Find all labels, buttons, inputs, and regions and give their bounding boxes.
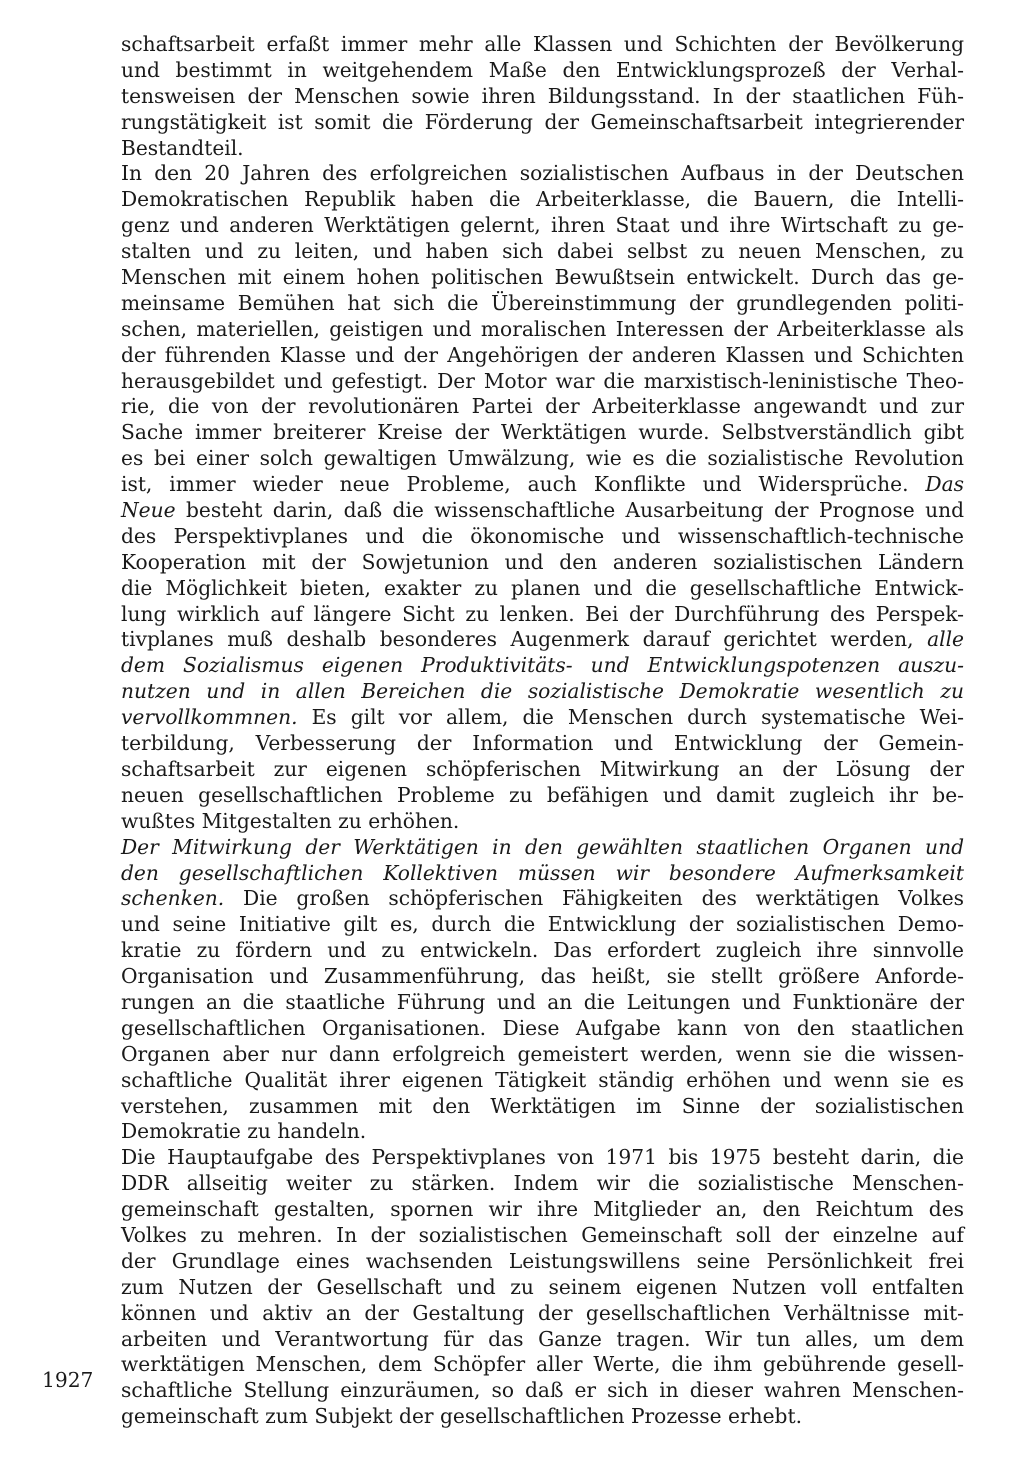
text-line <box>121 1352 964 1378</box>
text-line <box>121 58 964 84</box>
text-segment: besteht darin, daß die wissenschaftliche Ausarbeitung der Prognose und <box>175 498 964 523</box>
text-line <box>121 317 964 343</box>
text-segment: gesellschaftlichen Organisationen. Diese Aufgabe kann von den staatlichen <box>121 1015 964 1040</box>
text-segment: Volkes zu mehren. In der sozialistischen Gemeinschaft soll der einzelne auf <box>121 1222 964 1247</box>
text-segment: Menschen mit einem hohen politischen Bewußtsein entwickelt. Durch das ge- <box>121 265 964 290</box>
text-line <box>121 653 964 679</box>
text-segment: schaftliche Stellung einzuräumen, so daß er sich in dieser wahren Menschen- <box>121 1378 964 1403</box>
text-segment: Kooperation mit der Sowjetunion und den anderen sozialistischen Ländern <box>121 549 964 574</box>
text-line <box>121 1042 964 1068</box>
text-segment: schaftsarbeit erfaßt immer mehr alle Klassen und Schichten der Bevölkerung <box>121 32 964 56</box>
text-segment: rungen an die staatliche Führung und an die Leitungen und Funktionäre der <box>121 989 964 1014</box>
text-line <box>121 394 964 420</box>
text-segment: DDR allseitig weiter zu stärken. Indem wir die sozialistische Menschen- <box>121 1171 964 1196</box>
text-line <box>121 835 964 861</box>
text-line <box>121 757 964 783</box>
text-line <box>121 84 964 110</box>
text-segment: und seine Initiative gilt es, durch die Entwicklung der sozialistischen Demo- <box>121 912 964 937</box>
text-segment: rie, die von der revolutionären Partei der Arbeiterklasse angewandt und zur <box>121 394 964 419</box>
emphasized-text: den gesellschaftlichen Kollektiven müssen wir besondere Aufmerksamkeit <box>121 860 964 885</box>
text-segment: gemeinschaft gestalten, spornen wir ihre Mitglieder an, den Reichtum des <box>121 1197 964 1222</box>
text-line <box>121 1223 964 1249</box>
text-segment: Bestandteil. <box>121 135 244 160</box>
text-segment: Organen aber nur dann erfolgreich gemeistert werden, wenn sie die wissen- <box>121 1041 964 1066</box>
text-segment: gemeinschaft zum Subjekt der gesellschaftlichen Prozesse erhebt. <box>121 1404 802 1429</box>
text-line <box>121 1301 964 1327</box>
text-line <box>121 472 964 498</box>
emphasized-text: Der Mitwirkung der Werktätigen in den gewählten staatlichen Organen und <box>121 834 964 859</box>
text-segment: neuen gesellschaftlichen Probleme zu befähigen und damit zugleich ihr be- <box>121 782 964 807</box>
page-number: 1927 <box>42 1368 94 1392</box>
text-segment: schen, materiellen, geistigen und moralischen Interessen der Arbeiterklasse als <box>121 316 964 341</box>
text-line <box>121 783 964 809</box>
text-line <box>121 1327 964 1353</box>
text-line <box>121 1171 964 1197</box>
text-line <box>121 809 964 835</box>
text-line <box>121 1145 964 1171</box>
text-line <box>121 1404 964 1430</box>
text-segment: und bestimmt in weitgehendem Maße den Entwicklungsprozeß der Verhal- <box>121 57 964 82</box>
text-line <box>121 32 964 58</box>
text-line <box>121 627 964 653</box>
emphasized-text: dem Sozialismus eigenen Produktivitäts- und Entwicklungspotenzen auszu- <box>121 653 964 678</box>
text-line <box>121 912 964 938</box>
text-segment: stalten und zu leiten, und haben sich dabei selbst zu neuen Menschen, zu <box>121 239 964 264</box>
text-line <box>121 550 964 576</box>
text-line <box>121 1016 964 1042</box>
text-line <box>121 1378 964 1404</box>
text-line <box>121 498 964 524</box>
text-segment: lung wirklich auf längere Sicht zu lenken. Bei der Durchführung des Perspek- <box>121 601 964 626</box>
text-line <box>121 576 964 602</box>
text-line <box>121 110 964 136</box>
text-segment: zum Nutzen der Gesellschaft und zu seinem eigenen Nutzen voll entfalten <box>121 1274 964 1299</box>
text-line <box>121 369 964 395</box>
text-segment: schaftsarbeit zur eigenen schöpferischen Mitwirkung an der Lösung der <box>121 756 964 781</box>
text-segment: Organisation und Zusammenführung, das heißt, sie stellt größere Anforde- <box>121 964 964 989</box>
emphasized-text: schenken. <box>121 886 225 911</box>
text-segment: es bei einer solch gewaltigen Umwälzung, wie es die sozialistische Revolution <box>121 446 964 471</box>
text-line <box>121 1275 964 1301</box>
text-segment: der führenden Klasse und der Angehörigen der anderen Klassen und Schichten <box>121 342 964 367</box>
emphasized-text: nutzen und in allen Bereichen die sozialistische Demokratie wesentlich zu <box>121 679 964 704</box>
text-line <box>121 239 964 265</box>
emphasized-text: Das <box>925 472 964 497</box>
text-segment: Es gilt vor allem, die Menschen durch systematische Wei- <box>297 705 964 730</box>
text-segment: In den 20 Jahren des erfolgreichen sozialistischen Aufbaus in der Deutschen <box>121 161 964 186</box>
text-segment: Die großen schöpferischen Fähigkeiten des werktätigen Volkes <box>224 886 964 911</box>
text-segment: verstehen, zusammen mit den Werktätigen im Sinne der sozialistischen <box>121 1093 964 1118</box>
text-line <box>121 420 964 446</box>
text-line <box>121 938 964 964</box>
text-segment: können und aktiv an der Gestaltung der gesellschaftlichen Verhältnisse mit- <box>121 1300 964 1325</box>
text-segment: Sache immer breiterer Kreise der Werktätigen wurde. Selbstverständlich gibt <box>121 420 964 445</box>
emphasized-text: Neue <box>121 498 176 523</box>
text-line <box>121 964 964 990</box>
text-segment: meinsame Bemühen hat sich die Übereinstimmung der grundlegenden politi- <box>121 290 964 315</box>
text-segment: die Möglichkeit bieten, exakter zu planen und die gesellschaftliche Entwick- <box>121 575 964 600</box>
emphasized-text: alle <box>927 627 964 652</box>
text-segment: der Grundlage eines wachsenden Leistungswillens seine Persönlichkeit frei <box>121 1248 964 1273</box>
text-segment: rungstätigkeit ist somit die Förderung der Gemeinschaftsarbeit integrierender <box>121 109 964 134</box>
text-segment: genz und anderen Werktätigen gelernt, ihren Staat und ihre Wirtschaft zu ge- <box>121 213 964 238</box>
text-segment: kratie zu fördern und zu entwickeln. Das erfordert zugleich ihre sinnvolle <box>121 938 964 963</box>
text-segment: tivplanes muß deshalb besonderes Augenmerk darauf gerichtet werden, <box>121 627 928 652</box>
text-line <box>121 602 964 628</box>
text-line <box>121 1119 964 1145</box>
text-line <box>121 990 964 1016</box>
text-line <box>121 136 964 162</box>
text-line <box>121 446 964 472</box>
text-line <box>121 1197 964 1223</box>
text-line <box>121 886 964 912</box>
text-segment: wußtes Mitgestalten zu erhöhen. <box>121 808 460 833</box>
text-line <box>121 161 964 187</box>
text-segment: tensweisen der Menschen sowie ihren Bildungsstand. In der staatlichen Füh- <box>121 83 964 108</box>
text-segment: arbeiten und Verantwortung für das Ganze tragen. Wir tun alles, um dem <box>121 1326 964 1351</box>
text-line <box>121 731 964 757</box>
text-line <box>121 524 964 550</box>
text-line <box>121 265 964 291</box>
text-segment: herausgebildet und gefestigt. Der Motor war die marxistisch-leninistische Theo- <box>121 368 964 393</box>
text-segment: terbildung, Verbesserung der Information und Entwicklung der Gemein- <box>121 731 964 756</box>
text-line <box>121 1094 964 1120</box>
text-line <box>121 705 964 731</box>
text-line <box>121 291 964 317</box>
text-line <box>121 343 964 369</box>
text-segment: Demokratischen Republik haben die Arbeiterklasse, die Bauern, die Intelli- <box>121 187 964 212</box>
text-line <box>121 1068 964 1094</box>
text-segment: ist, immer wieder neue Probleme, auch Konflikte und Widersprüche. <box>121 472 926 497</box>
text-segment: Demokratie zu handeln. <box>121 1119 367 1144</box>
text-line <box>121 1249 964 1275</box>
text-segment: Die Hauptaufgabe des Perspektivplanes von 1971 bis 1975 besteht darin, die <box>121 1145 964 1170</box>
text-segment: des Perspektivplanes und die ökonomische und wissenschaftlich-technische <box>121 523 964 548</box>
body-text <box>121 32 964 1430</box>
emphasized-text: vervollkommnen. <box>121 705 298 730</box>
text-line <box>121 213 964 239</box>
text-segment: schaftliche Qualität ihrer eigenen Tätigkeit ständig erhöhen und wenn sie es <box>121 1067 964 1092</box>
text-segment: werktätigen Menschen, dem Schöpfer aller Werte, die ihm gebührende gesell- <box>121 1352 964 1377</box>
text-line <box>121 187 964 213</box>
text-line <box>121 861 964 887</box>
text-line <box>121 679 964 705</box>
